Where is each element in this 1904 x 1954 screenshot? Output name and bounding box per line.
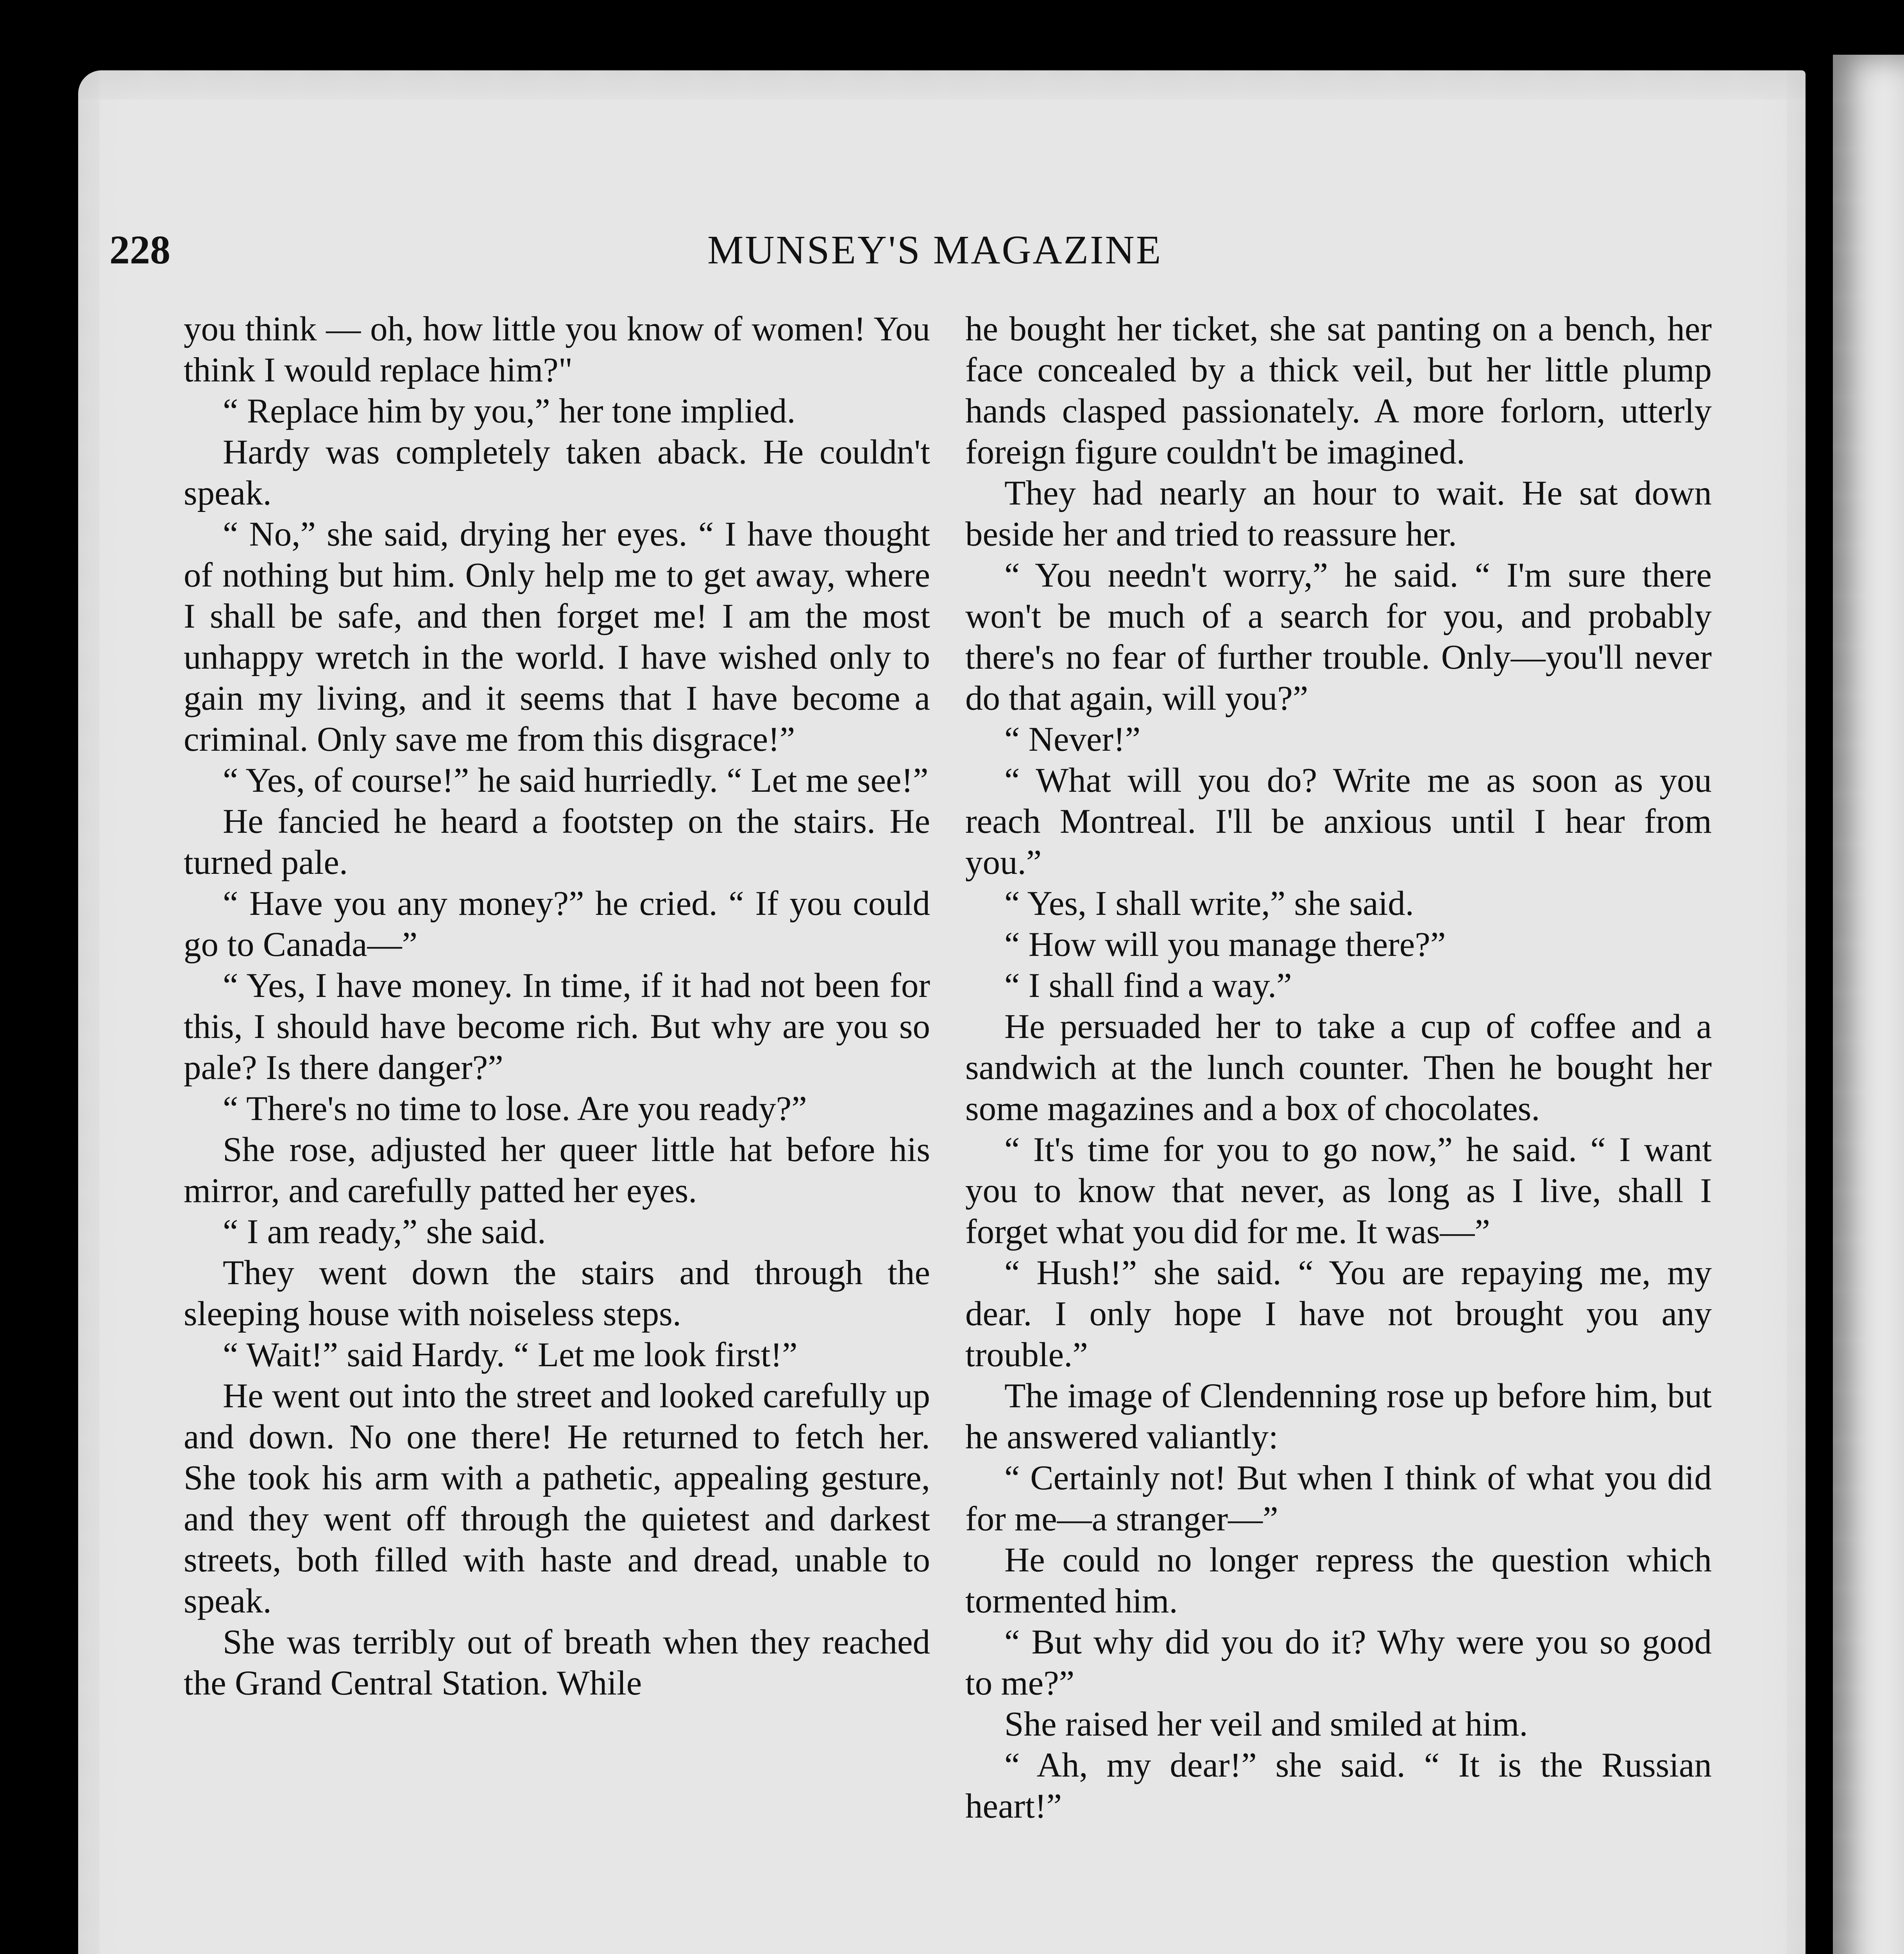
left-column-paragraph: “ No,” she said, drying her eyes. “ I have thought of nothing but him. Only help me to get away, where I shall be safe, and then forget me! I am the most unhappy wretch in the world. I have wished only to gain my living, and it seems that I have become a criminal. Only save me from this disgrace!” (184, 515, 930, 759)
right-column-paragraph: “ I shall find a way.” (1004, 966, 1292, 1005)
facing-page-edge (1833, 55, 1904, 1954)
left-column-paragraph: She rose, adjusted her queer little hat before his mirror, and carefully patted her eyes. (184, 1131, 930, 1210)
left-column-paragraph: They went down the stairs and through the sleeping house with noiseless steps. (184, 1254, 930, 1333)
left-column-paragraph: “ Replace him by you,” her tone implied. (223, 392, 796, 430)
right-column-paragraph: “ It's time for you to go now,” he said. “ I want you to know that never, as long as I live, shall I forget what you did for me. It was—” (965, 1131, 1712, 1251)
running-head: MUNSEY'S MAGAZINE (707, 227, 1163, 272)
right-column-paragraph: “ Hush!” she said. “ You are repaying me, my dear. I only hope I have not brought you any trouble.” (965, 1254, 1712, 1374)
left-column-paragraph: “ Wait!” said Hardy. “ Let me look first!” (223, 1336, 798, 1374)
right-column-paragraph: he bought her ticket, she sat panting on a bench, her face concealed by a thick veil, but her little plump hands clasped passionately. A more forlorn, utterly foreign figure couldn't be imagined. (965, 310, 1712, 471)
left-column-paragraph: He fancied he heard a footstep on the stairs. He turned pale. (184, 802, 930, 882)
page-header (109, 227, 1712, 281)
right-column (965, 309, 1712, 1827)
left-column-paragraph: “ There's no time to lose. Are you ready?” (223, 1090, 807, 1128)
left-column-paragraph: Hardy was completely taken aback. He couldn't speak. (184, 433, 930, 512)
right-column-paragraph: He persuaded her to take a cup of coffee and a sandwich at the lunch counter. Then he bought her some magazines and a box of chocolates. (965, 1007, 1712, 1128)
right-column-paragraph: “ Ah, my dear!” she said. “ It is the Russian heart!” (965, 1746, 1712, 1825)
right-column-paragraph: “ Certainly not! But when I think of what you did for me—a stranger—” (965, 1459, 1712, 1538)
left-column-paragraph: “ Yes, I have money. In time, if it had not been for this, I should have become rich. But why are you so pale? Is there danger?” (184, 966, 930, 1087)
right-column-paragraph: “ What will you do? Write me as soon as you reach Montreal. I'll be anxious until I hear from you.” (965, 761, 1712, 882)
left-column-paragraph: “ I am ready,” she said. (223, 1213, 546, 1251)
right-column-paragraph: The image of Clendenning rose up before him, but he answered valiantly: (965, 1377, 1712, 1456)
left-column-paragraph: He went out into the street and looked carefully up and down. No one there! He returned to fetch her. She took his arm with a pathetic, appealing gesture, and they went off through the quietest and darkest streets, both filled with haste and dread, unable to speak. (184, 1377, 930, 1620)
right-column-paragraph: “ You needn't worry,” he said. “ I'm sure there won't be much of a search for you, and probably there's no fear of further trouble. Only—you'll never do that again, will you?” (965, 556, 1712, 718)
left-column-paragraph: She was terribly out of breath when they reached the Grand Central Station. While (184, 1623, 930, 1702)
right-column-paragraph: She raised her veil and smiled at him. (1004, 1705, 1528, 1743)
left-column (184, 309, 930, 1704)
page-number: 228 (109, 227, 170, 272)
right-column-paragraph: “ Yes, I shall write,” she said. (1004, 884, 1414, 923)
right-column-paragraph: “ But why did you do it? Why were you so good to me?” (965, 1623, 1712, 1702)
right-column-paragraph: “ Never!” (1004, 720, 1141, 759)
right-column-paragraph: They had nearly an hour to wait. He sat down beside her and tried to reassure her. (965, 474, 1712, 553)
left-column-paragraph: “ Yes, of course!” he said hurriedly. “ Let me see!” (223, 761, 929, 800)
left-column-paragraph: you think — oh, how little you know of women! You think I would replace him?" (184, 310, 930, 389)
right-column-paragraph: “ How will you manage there?” (1004, 925, 1446, 964)
right-column-paragraph: He could no longer repress the question which tormented him. (965, 1541, 1712, 1620)
left-column-paragraph: “ Have you any money?” he cried. “ If you could go to Canada—” (184, 884, 930, 964)
